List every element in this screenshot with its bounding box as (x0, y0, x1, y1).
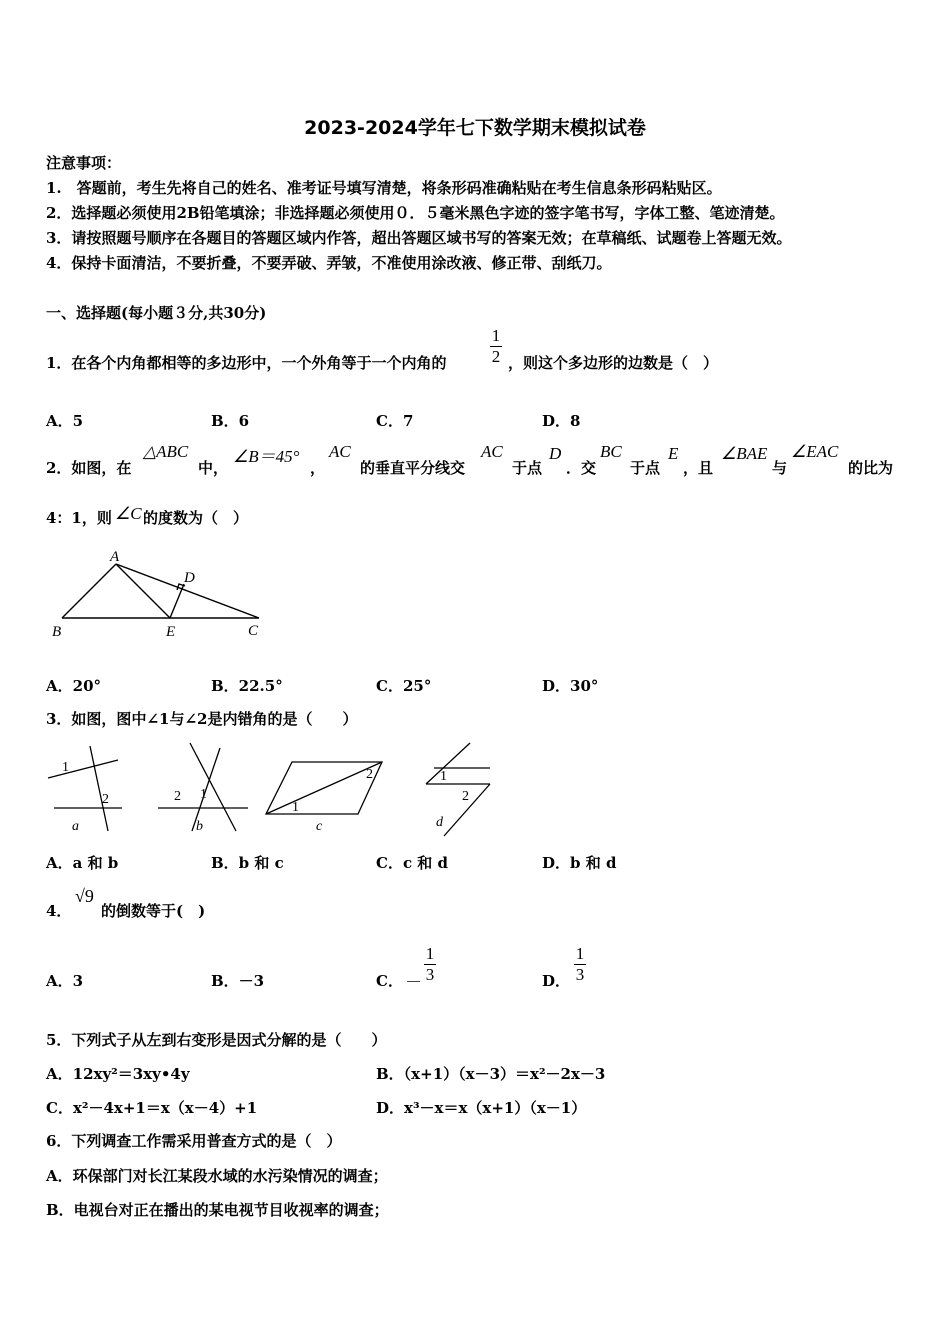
q2-fig-label-c: C (248, 623, 259, 639)
q1-frac-num: 1 (491, 326, 501, 345)
q3-fig-a-label-2: 2 (102, 792, 109, 807)
q3-fig-b-caption: b (196, 819, 203, 834)
q3-fig-d-line-1 (426, 743, 470, 784)
notice-item-2: 2．选择题必须使用2B铅笔填涂；非选择题必须使用０．５毫米黑色字迹的签字笔书写，字体工整、笔迹清楚。 (46, 204, 785, 222)
q5-option-c: C．x²－4x+1＝x（x－4）+1 (46, 1099, 258, 1117)
q4-option-c-sign: － (405, 973, 422, 992)
page-title: 2023-2024学年七下数学期末模拟试卷 (304, 117, 646, 139)
q1-fraction (490, 326, 502, 367)
q4-c-frac-den: 3 (425, 965, 435, 984)
q4-stem: 的倒数等于( ) (101, 902, 206, 920)
q3-fig-b-label-2: 2 (174, 789, 181, 804)
q3-fig-b-label-1: 1 (200, 787, 207, 802)
q3-option-d: D．b 和 d (542, 854, 617, 872)
q1-stem-b: ，则这个多边形的边数是（ ） (508, 354, 719, 372)
q2-option-d: D．30° (542, 677, 599, 695)
q1-frac-den: 2 (491, 347, 501, 366)
q2-text-9: 与 (772, 459, 788, 477)
q2-line2-a: 4：1，则 (46, 509, 112, 527)
q4-option-c-fraction (424, 944, 436, 985)
q2-math-angle-b: ∠B＝45° (233, 447, 300, 466)
section-heading: 一、选择题(每小题３分,共30分) (46, 304, 267, 322)
q2-math-triangle: △ABC (143, 442, 189, 461)
notice-heading: 注意事项： (46, 154, 122, 172)
q3-fig-c-label-1: 1 (292, 800, 299, 815)
q2-math-bc: BC (600, 442, 622, 461)
q2-triangle-figure (44, 542, 274, 642)
q3-stem: 3．如图，图中∠1与∠2是内错角的是（ ） (46, 710, 358, 728)
q3-fig-a-label-1: 1 (62, 760, 69, 775)
q4-option-b: B．－3 (211, 972, 265, 990)
q3-fig-a-line-1 (48, 760, 118, 778)
q2-math-c: ∠C (115, 504, 142, 523)
q2-text-8: ，且 (683, 459, 714, 477)
q5-option-d: D．x³－x＝x（x+1）（x－1） (376, 1099, 587, 1117)
q2-text-2: 中， (198, 459, 229, 477)
q4-option-d-fraction (574, 944, 586, 985)
q2-line2-b: 的度数为（ ） (143, 509, 249, 527)
q2-option-a: A．20° (46, 677, 102, 695)
q2-text-7: 于点 (630, 459, 661, 477)
q4-option-c-label: C． (376, 972, 403, 990)
q1-option-d: D．8 (542, 412, 581, 430)
q3-fig-c-caption: c (316, 819, 323, 834)
q3-fig-c-label-2: 2 (366, 767, 373, 782)
q2-text-5: 于点 (512, 459, 543, 477)
q3-fig-d-label-1: 1 (440, 769, 447, 784)
q4-option-a: A．3 (46, 972, 84, 990)
q3-angle-figures (40, 738, 520, 838)
q3-option-b: B．b 和 c (211, 854, 284, 872)
notice-item-3: 3．请按照题号顺序在各题目的答题区域内作答，超出答题区域书写的答案无效；在草稿纸、试题卷上答题无效。 (46, 229, 792, 247)
q4-d-frac-num: 1 (575, 944, 585, 963)
q4-number: 4． (46, 902, 72, 920)
q2-math-bae: ∠BAE (721, 444, 768, 463)
q3-fig-a-transversal (90, 746, 108, 831)
q1-option-b: B．6 (211, 412, 250, 430)
q3-fig-c-diagonal (266, 762, 382, 814)
q2-fig-label-e: E (166, 624, 176, 640)
q3-fig-d-caption: d (436, 815, 443, 830)
q2-text-10: 的比为 (848, 459, 894, 477)
q1-stem-a: 1．在各个内角都相等的多边形中，一个外角等于一个内角的 (46, 354, 447, 372)
q6-option-a: A．环保部门对长江某段水域的水污染情况的调查； (46, 1167, 388, 1185)
q6-option-b: B．电视台对正在播出的某电视节目收视率的调查； (46, 1201, 389, 1219)
q3-fig-d-label-2: 2 (462, 789, 469, 804)
q5-option-a: A．12xy²＝3xy•4y (46, 1065, 190, 1083)
q4-c-frac-num: 1 (425, 944, 435, 963)
q2-math-e: E (668, 444, 679, 463)
q2-text-3: ， (310, 459, 326, 477)
q2-option-c: C．25° (376, 677, 432, 695)
q2-math-d: D (549, 444, 562, 463)
q2-option-b: B．22.5° (211, 677, 283, 695)
q2-text-4: 的垂直平分线交 (360, 459, 466, 477)
q2-math-ac-1: AC (329, 442, 351, 461)
q5-stem: 5．下列式子从左到右变形是因式分解的是（ ） (46, 1031, 387, 1049)
q2-text-1: 2．如图，在 (46, 459, 132, 477)
notice-item-1: 1. 答题前，考生先将自己的姓名、准考证号填写清楚，将条形码准确粘贴在考生信息条形码粘贴区。 (46, 179, 722, 197)
q4-option-d-label: D． (542, 972, 571, 990)
q2-fig-label-a: A (110, 549, 120, 565)
q1-option-c: C．7 (376, 412, 414, 430)
q2-text-6: ．交 (566, 459, 597, 477)
q6-stem: 6．下列调查工作需采用普查方式的是（ ） (46, 1132, 342, 1150)
notice-item-4: 4．保持卡面清洁，不要折叠，不要弄破、弄皱，不准使用涂改液、修正带、刮纸刀。 (46, 254, 612, 272)
q2-fig-label-d: D (184, 570, 195, 586)
q3-option-a: A．a 和 b (46, 854, 119, 872)
q5-option-b: B．（x+1）（x－3）＝x²－2x－3 (376, 1065, 606, 1083)
q2-math-ac-2: AC (481, 442, 503, 461)
q3-fig-a-caption: a (72, 819, 79, 834)
q1-option-a: A．5 (46, 412, 84, 430)
q4-d-frac-den: 3 (575, 965, 585, 984)
q4-radical: √9 (75, 886, 94, 906)
q2-math-eac: ∠EAC (791, 442, 839, 461)
q2-fig-label-b: B (52, 624, 62, 640)
q3-option-c: C．c 和 d (376, 854, 449, 872)
